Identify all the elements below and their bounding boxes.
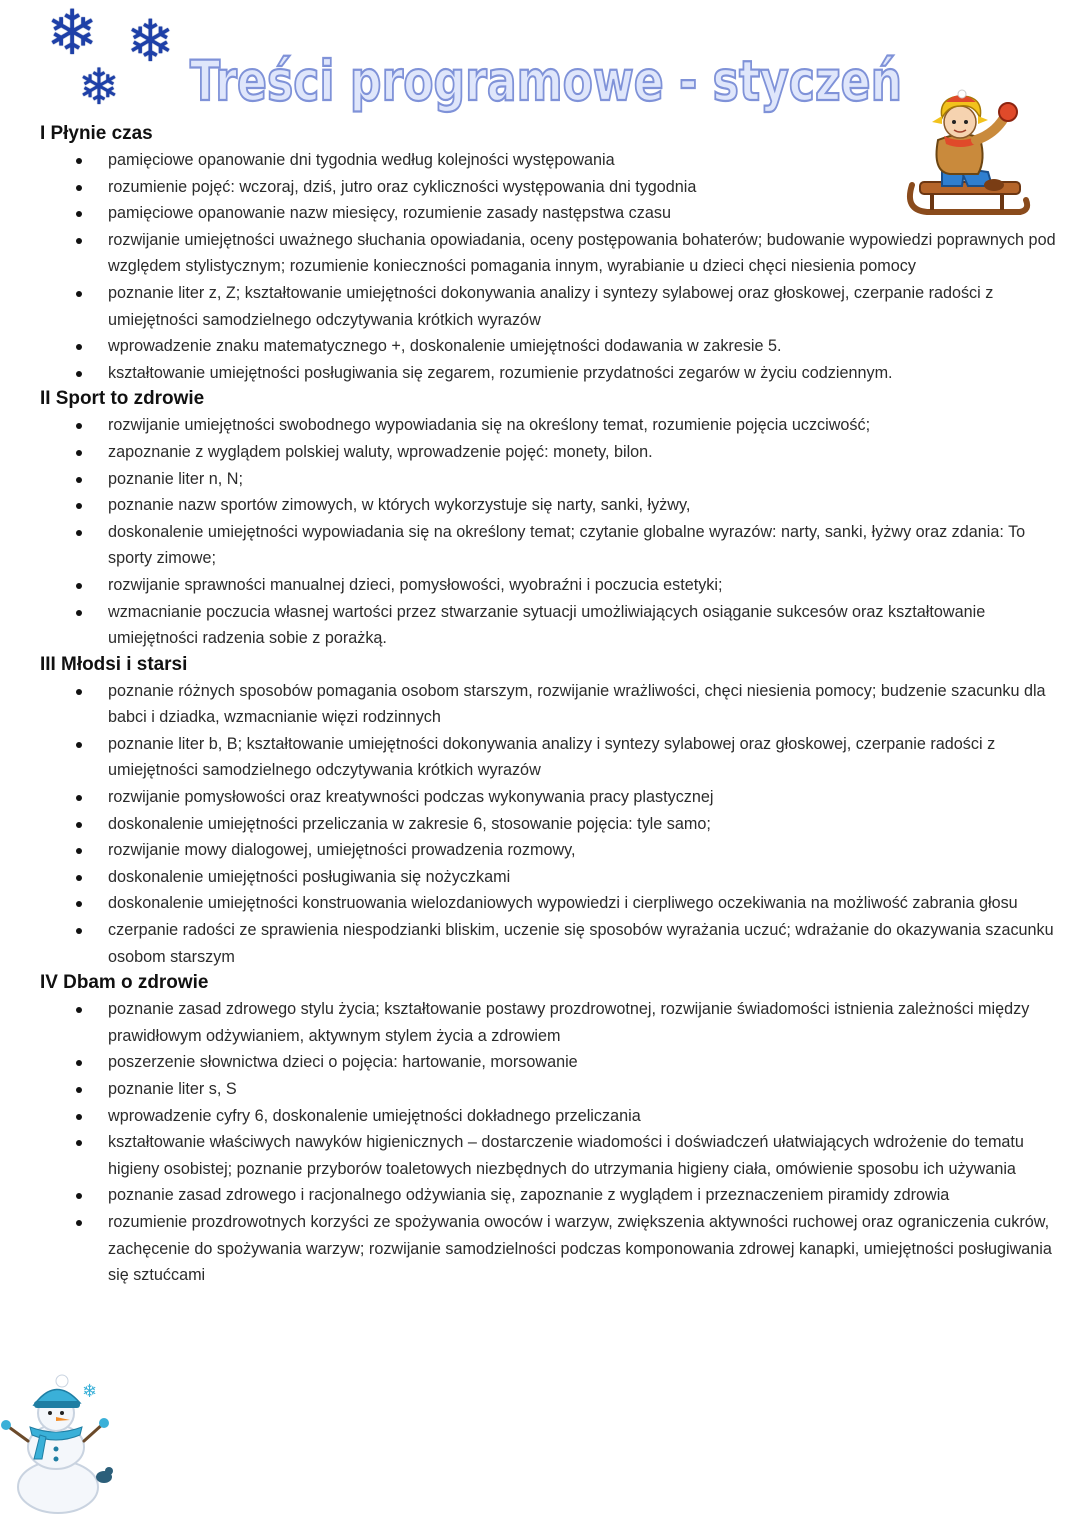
- list-item: doskonalenie umiejętności przeliczania w zakresie 6, stosowanie pojęcia: tyle samo;: [40, 811, 1056, 838]
- snowflake-icon: ❄: [78, 58, 120, 116]
- svg-text:❄: ❄: [82, 1381, 98, 1402]
- list-item: doskonalenie umiejętności posługiwania się nożyczkami: [40, 864, 1056, 891]
- page-title: [190, 42, 910, 122]
- list-item: kształtowanie właściwych nawyków higienicznych – dostarczenie wiadomości i doświadczeń ułatwiających wdrożenie do tematu higieny osobistej; poznanie przyborów toaletowych niezbędnych do utrzymania higieny ciała, omówienie sposobu ich używania: [40, 1129, 1056, 1182]
- list-item: poszerzenie słownictwa dzieci o pojęcia: hartowanie, morsowanie: [40, 1049, 1056, 1076]
- list-item: rozwijanie umiejętności uważnego słuchania opowiadania, oceny postępowania bohaterów; budowanie wypowiedzi poprawnych pod względem stylistycznym; rozumienie konieczności pomagania innym, wyrabianie u dzieci chęci niesienia pomocy: [40, 227, 1056, 280]
- list-item: rozumienie pojęć: wczoraj, dziś, jutro oraz cykliczności występowania dni tygodnia: [40, 174, 1056, 201]
- list-item: zapoznanie z wyglądem polskiej waluty, wprowadzenie pojęć: monety, bilon.: [40, 439, 1056, 466]
- section-heading: III Młodsi i starsi: [40, 653, 188, 675]
- section-heading: IV Dbam o zdrowie: [40, 972, 209, 994]
- list-item: poznanie liter n, N;: [40, 466, 1056, 493]
- list-item: kształtowanie umiejętności posługiwania się zegarem, rozumienie przydatności zegarów w życiu codziennym.: [40, 360, 1056, 387]
- snowflake-icon: ❄: [46, 0, 98, 69]
- section-list: [40, 412, 1056, 651]
- section-list: [40, 147, 1056, 386]
- section-heading: I Płynie czas: [40, 123, 153, 144]
- list-item: rozumienie prozdrowotnych korzyści ze spożywania owoców i warzyw, zwiększenia aktywności ruchowej oraz ograniczenia cukrów, zachęcenie do spożywania warzyw; rozwijanie samodzielności podczas komponowania zdrowej kanapki, umiejętności posługiwania się sztućcami: [40, 1209, 1056, 1289]
- section-list: [40, 996, 1056, 1289]
- list-item: czerpanie radości ze sprawienia niespodzianki bliskim, uczenie się sposobów wyrażania uczuć; wdrażanie do okazywania szacunku osobom starszym: [40, 917, 1056, 970]
- section-list: [40, 678, 1056, 971]
- section-heading: II Sport to zdrowie: [40, 388, 205, 410]
- list-item: doskonalenie umiejętności konstruowania wielozdaniowych wypowiedzi i cierpliwego oczekiwania na możliwość zabrania głosu: [40, 890, 1056, 917]
- list-item: wprowadzenie znaku matematycznego +, doskonalenie umiejętności dodawania w zakresie 5.: [40, 333, 1056, 360]
- list-item: poznanie zasad zdrowego stylu życia; kształtowanie postawy prozdrowotnej, rozwijanie świadomości istnienia zależności między prawidłowym odżywianiem, aktywnym stylem życia a zdrowiem: [40, 996, 1056, 1049]
- list-item: rozwijanie pomysłowości oraz kreatywności podczas wykonywania pracy plastycznej: [40, 784, 1056, 811]
- list-item: wprowadzenie cyfry 6, doskonalenie umiejętności dokładnego przeliczania: [40, 1103, 1056, 1130]
- list-item: rozwijanie sprawności manualnej dzieci, pomysłowości, wyobraźni i poczucia estetyki;: [40, 572, 1056, 599]
- list-item: poznanie liter s, S: [40, 1076, 1056, 1103]
- list-item: poznanie nazw sportów zimowych, w których wykorzystuje się narty, sanki, łyżwy,: [40, 492, 1056, 519]
- list-item: rozwijanie mowy dialogowej, umiejętności prowadzenia rozmowy,: [40, 837, 1056, 864]
- list-item: doskonalenie umiejętności wypowiadania się na określony temat; czytanie globalne wyrazów: narty, sanki, łyżwy oraz zdania: To sporty zimowe;: [40, 519, 1056, 572]
- list-item: poznanie liter z, Z; kształtowanie umiejętności dokonywania analizy i syntezy sylabowej oraz głoskowej, czerpanie radości z umiejętności samodzielnego odczytywania krótkich wyrazów: [40, 280, 1056, 333]
- list-item: poznanie różnych sposobów pomagania osobom starszym, rozwijanie wrażliwości, chęci niesienia pomocy; budzenie szacunku dla babci i dziadka, wzmacnianie więzi rodzinnych: [40, 678, 1056, 731]
- list-item: wzmacnianie poczucia własnej wartości przez stwarzanie sytuacji umożliwiających osiąganie sukcesów oraz kształtowanie umiejętności radzenia sobie z porażką.: [40, 599, 1056, 652]
- page-title-text: Treści programowe - styczeń: [190, 49, 902, 113]
- program-content: [40, 121, 1056, 1289]
- list-item: poznanie liter b, B; kształtowanie umiejętności dokonywania analizy i syntezy sylabowej oraz głoskowej, czerpanie radości z umiejętności samodzielnego odczytywania krótkich wyrazów: [40, 731, 1056, 784]
- list-item: poznanie zasad zdrowego i racjonalnego odżywiania się, zapoznanie z wyglądem i przeznaczeniem piramidy zdrowia: [40, 1182, 1056, 1209]
- snowflake-icon: ❄: [126, 7, 175, 75]
- list-item: rozwijanie umiejętności swobodnego wypowiadania się na określony temat, rozumienie pojęcia uczciwość;: [40, 412, 1056, 439]
- snowman-illustration: [0, 1375, 120, 1515]
- list-item: pamięciowe opanowanie nazw miesięcy, rozumienie zasady następstwa czasu: [40, 200, 1056, 227]
- list-item: pamięciowe opanowanie dni tygodnia według kolejności występowania: [40, 147, 1056, 174]
